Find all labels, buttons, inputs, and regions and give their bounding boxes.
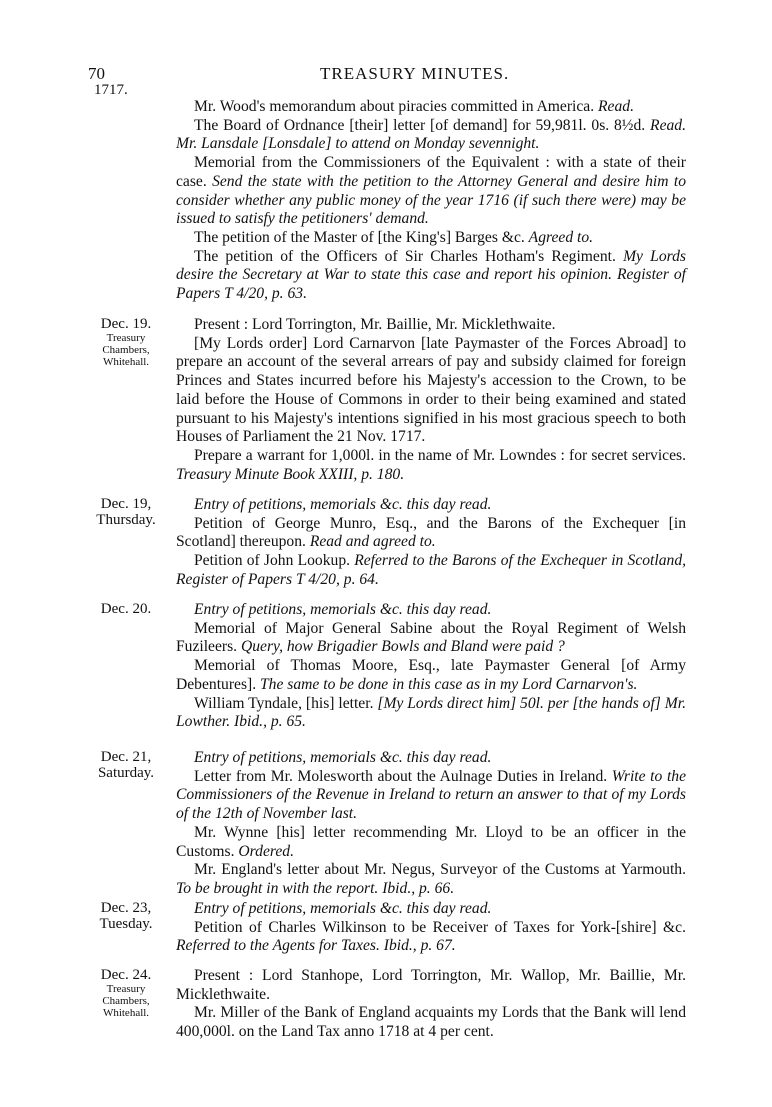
paragraph: The petition of the Master of [the King's] Barges &c. Agreed to. (194, 228, 594, 246)
year-marginal: 1717. (94, 82, 128, 98)
date-marginal: Dec. 23, Tuesday. (99, 900, 153, 932)
entry-body (176, 967, 686, 1042)
paragraph: [My Lords order] Lord Carnarvon [late Paymaster of the Forces Abroad] to prepare an account of the several arrears of pay and subsidy claimed for foreign Princes and States incurred before his Majesty's accession to the Crown, to be laid before the House of Commons in order to their being examined and stated pursuant to his Majesty's intentions signified in his most gracious speech to both Houses of Parliament the 21 Nov. 1717. (176, 334, 686, 446)
paragraph: Prepare a warrant for 1,000l. in the name of Mr. Lowndes : for secret services. Treasury Minute Book XXIII, p. 180. (176, 446, 686, 483)
paragraph: The petition of the Officers of Sir Charles Hotham's Regiment. My Lords desire the Secretary at War to state this case and report his opinion. Register of Papers T 4/20, p. 63. (176, 247, 686, 303)
paragraph: Present : Lord Torrington, Mr. Baillie, Mr. Micklethwaite. (194, 316, 556, 333)
paragraph: Entry of petitions, memorials &c. this day read. (194, 749, 492, 766)
entry-body (176, 601, 686, 732)
paragraph: The Board of Ordnance [their] letter [of demand] for 59,981l. 0s. 8½d. Read. Mr. Lansdale [Lonsdale] to attend on Monday sevennight. (176, 116, 686, 153)
entry-body (176, 900, 686, 956)
running-title: TREASURY MINUTES. (320, 64, 510, 83)
date-marginal: Dec. 20. (100, 601, 152, 617)
paragraph: Memorial from the Commissioners of the Equivalent : with a state of their case. Send the state with the petition to the Attorney General and desire him to consider whether any public money of the year 1716 (if such there were) may be issued to satisfy the petitioners' demand. (176, 154, 686, 228)
paragraph: Petition of John Lookup. Referred to the Barons of the Exchequer in Scotland, Register of Papers T 4/20, p. 64. (176, 552, 687, 588)
paragraph: Letter from Mr. Molesworth about the Aulnage Duties in Ireland. Write to the Commissioners of the Revenue in Ireland to return an answer to that of my Lords of the 12th of November last. (176, 767, 686, 823)
date-marginal: Dec. 24. Treasury Chambers, Whitehall. (82, 967, 170, 1019)
entry-body (176, 496, 686, 590)
paragraph: Entry of petitions, memorials &c. this day read. (194, 900, 492, 917)
entry-body (176, 316, 686, 484)
paragraph: Petition of George Munro, Esq., and the Barons of the Exchequer [in Scotland] thereupon. Read and agreed to. (176, 514, 686, 551)
entry-body (176, 98, 686, 304)
page-number: 70 (88, 64, 105, 83)
paragraph: William Tyndale, [his] letter. [My Lords direct him] 50l. per [the hands of] Mr. Lowther. Ibid., p. 65. (176, 694, 686, 731)
paragraph: Present : Lord Stanhope, Lord Torrington, Mr. Wallop, Mr. Baillie, Mr. Micklethwaite. (176, 967, 686, 1003)
paragraph: Memorial of Major General Sabine about the Royal Regiment of Welsh Fuzileers. Query, how Brigadier Bowls and Bland were paid ? (176, 619, 686, 656)
paragraph: Mr. England's letter about Mr. Negus, Surveyor of the Customs at Yarmouth. To be brought in with the report. Ibid., p. 66. (176, 861, 686, 897)
date-marginal: Dec. 19. Treasury Chambers, Whitehall. (82, 316, 170, 368)
date-marginal: Dec. 21, Saturday. (97, 749, 155, 781)
paragraph: Memorial of Thomas Moore, Esq., late Paymaster General [of Army Debentures]. The same to be done in this case as in my Lord Carnarvon's. (176, 657, 686, 693)
date-marginal: Dec. 19, Thursday. (96, 496, 156, 528)
place-marginal: Treasury Chambers, Whitehall. (102, 332, 150, 368)
paragraph: Entry of petitions, memorials &c. this day read. (194, 496, 492, 513)
paragraph: Mr. Wynne [his] letter recommending Mr. Lloyd to be an officer in the Customs. Ordered. (176, 823, 686, 860)
place-marginal: Treasury Chambers, Whitehall. (102, 983, 150, 1019)
paragraph: Petition of Charles Wilkinson to be Receiver of Taxes for York-[shire] &c. Referred to the Agents for Taxes. Ibid., p. 67. (176, 918, 686, 955)
paragraph: Mr. Wood's memorandum about piracies committed in America. Read. (194, 98, 634, 115)
paragraph: Mr. Miller of the Bank of England acquaints my Lords that the Bank will lend 400,000l. on the Land Tax anno 1718 at 4 per cent. (176, 1004, 686, 1041)
paragraph: Entry of petitions, memorials &c. this day read. (194, 601, 492, 618)
entry-body (176, 749, 686, 899)
